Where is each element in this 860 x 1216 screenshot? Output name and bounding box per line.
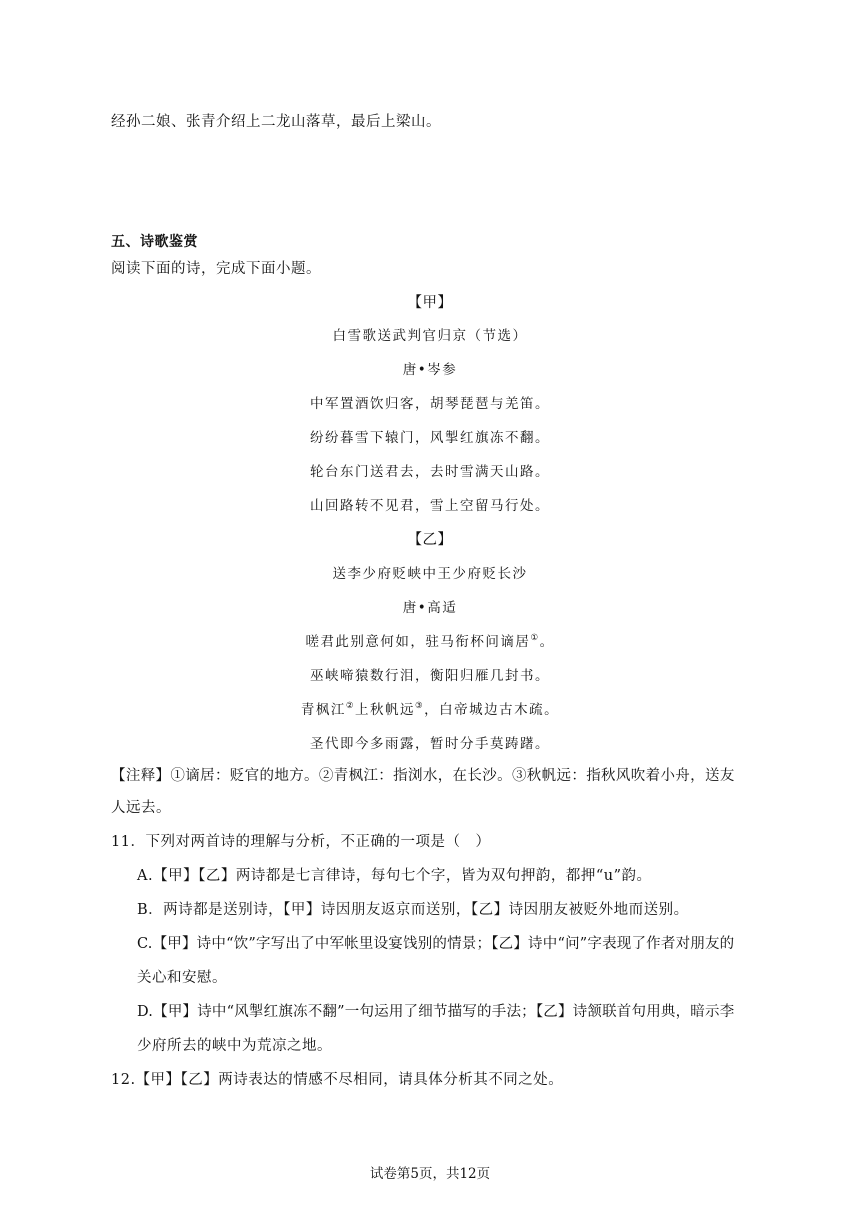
footnote-marker-3: ③ (415, 700, 425, 711)
section-title: 五、诗歌鉴赏 (111, 234, 198, 250)
poem-a-line-3: 轮台东门送君去，去时雪满天山路。 (310, 464, 550, 480)
poem-b-author: 唐•高适 (402, 600, 458, 616)
question-11-option-c-cont: 关心和安慰。 (137, 970, 227, 986)
intro-line: 经孙二娘、张青介绍上二龙山落草，最后上梁山。 (111, 114, 441, 130)
poem-b-line-1: 嗟君此别意何如，驻马衔杯问谪居①。 (305, 632, 555, 650)
poem-a-author: 唐•岑参 (402, 362, 458, 378)
poem-a-label: 【甲】 (407, 295, 453, 311)
poem-b-line-2: 巫峡啼猿数行泪，衡阳归雁几封书。 (310, 668, 550, 684)
footnote-marker-2: ② (345, 700, 355, 711)
poem-a-title: 白雪歌送武判官归京（节选） (332, 328, 528, 344)
poem-b-line-3: 青枫江②上秋帆远③，白帝城边古木疏。 (300, 700, 560, 718)
page-footer: 试卷第5页，共12页 (369, 1166, 491, 1182)
poem-b-label: 【乙】 (407, 532, 453, 548)
question-11-option-d: D.【甲】诗中“风掣红旗冻不翻”一句运用了细节描写的手法；【乙】诗颔联首句用典，暗示李 (137, 1004, 735, 1020)
question-11-option-d-cont: 少府所去的峡中为荒凉之地。 (137, 1038, 332, 1054)
poem-a-line-1: 中军置酒饮归客，胡琴琵琶与羌笛。 (310, 396, 550, 412)
question-11-stem: 11．下列对两首诗的理解与分析，不正确的一项是（ ） (111, 834, 491, 850)
question-11-option-a: A.【甲】【乙】两诗都是七言律诗，每句七个字，皆为双句押韵，都押“u”韵。 (137, 868, 652, 884)
poem-a-line-2: 纷纷暮雪下辕门，风掣红旗冻不翻。 (310, 430, 550, 446)
question-12-stem: 12.【甲】【乙】两诗表达的情感不尽相同，请具体分析其不同之处。 (111, 1072, 564, 1088)
instruction: 阅读下面的诗，完成下面小题。 (111, 261, 321, 277)
question-11-option-c: C.【甲】诗中“饮”字写出了中军帐里设宴饯别的情景；【乙】诗中“问”字表现了作者对朋友的 (137, 936, 735, 952)
question-11-option-b: B．两诗都是送别诗，【甲】诗因朋友返京而送别，【乙】诗因朋友被贬外地而送别。 (137, 902, 689, 918)
poem-b-title: 送李少府贬峡中王少府贬长沙 (332, 566, 528, 582)
poem-b-line-4: 圣代即今多雨露，暂时分手莫踌躇。 (310, 736, 550, 752)
footnote-marker-1: ① (530, 632, 540, 643)
poem-a-line-4: 山回路转不见君，雪上空留马行处。 (310, 498, 550, 514)
notes-line-2: 人远去。 (111, 800, 171, 816)
notes-line-1: 【注释】①谪居：贬官的地方。②青枫江：指浏水，在长沙。③秋帆远：指秋风吹着小舟，送友 (111, 768, 735, 784)
